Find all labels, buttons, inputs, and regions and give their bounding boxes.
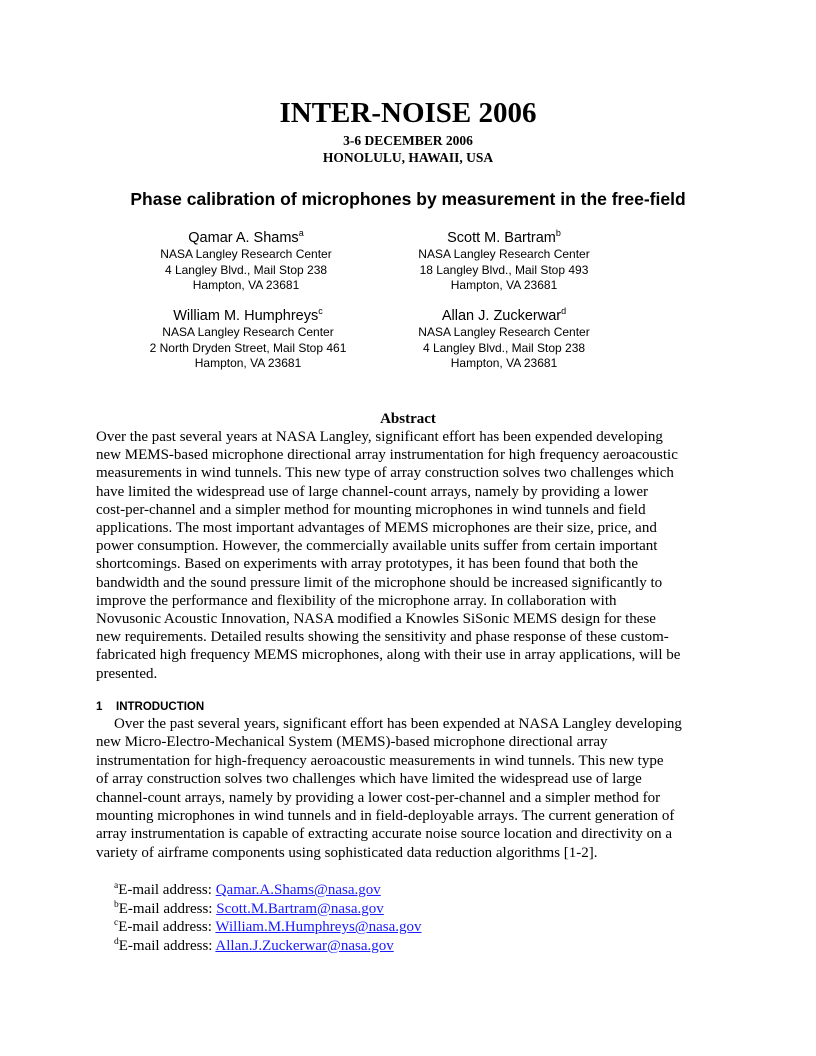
author-block [374, 229, 634, 294]
footnote-mark: d [114, 936, 119, 947]
author-affiliation-line: Hampton, VA 23681 [450, 356, 558, 370]
introduction-line: variety of airframe components using sophisticated data reduction algorithms [1-2]. [96, 844, 598, 861]
author-mark: c [318, 306, 323, 317]
footnotes [114, 881, 422, 955]
abstract-line: power consumption. However, the commercially available units suffer from certain important [96, 538, 658, 555]
footnote-mark: c [114, 918, 119, 929]
introduction-line: channel-count arrays, namely by providing a lower cost-per-channel and a simpler method for [96, 789, 661, 806]
author-name: Allan J. Zuckerwar$^d$ [441, 306, 567, 324]
introduction-body [96, 715, 736, 862]
abstract-line: new MEMS-based microphone directional array instrumentation for high frequency aeroacoustic [96, 447, 678, 464]
author-mark: b [555, 228, 561, 239]
footnote-mark: a [114, 881, 119, 891]
abstract-line: new requirements. Detailed results showing the sensitivity and phase response of these custom- [96, 629, 669, 646]
footnote [114, 918, 422, 937]
abstract-heading: Abstract [380, 411, 436, 427]
conference-location: HONOLULU, HAWAII, USA [322, 150, 494, 165]
author-block [116, 229, 376, 294]
introduction-line: of array construction solves two challenges which have limited the widespread use of large [96, 771, 642, 788]
abstract-line: applications. The most important advantages of MEMS microphones are their size, price, and [96, 520, 657, 537]
introduction-line: new Micro-Electro-Mechanical System (MEMS)-based microphone directional array [96, 734, 608, 751]
author-name: Scott M. Bartram$^b$ [447, 228, 561, 246]
footnote-label: E-mail address: [118, 937, 216, 954]
abstract-line: Novusonic Acoustic Innovation, NASA modified a Knowles SiSonic MEMS design for these [96, 611, 656, 628]
author-affiliation-line: 18 Langley Blvd., Mail Stop 493 [419, 262, 589, 277]
abstract-line: fabricated high frequency MEMS microphones, along with their use in array applications, will be [96, 647, 681, 664]
abstract-line: presented. [96, 665, 158, 682]
introduction-line: Over the past several years, significant effort has been expended at NASA Langley developing [114, 716, 682, 732]
section-number: 1 [96, 701, 103, 713]
author-block [374, 307, 634, 372]
author-affiliation-line: NASA Langley Research Center [162, 325, 334, 339]
author-affiliation-line: NASA Langley Research Center [418, 325, 590, 339]
author-block [118, 307, 378, 372]
section-heading-introduction [96, 700, 204, 714]
author-affiliation-line: Hampton, VA 23681 [192, 278, 300, 292]
email-link[interactable]: Scott.M.Bartram@nasa.gov [216, 900, 384, 917]
abstract-line: cost-per-channel and a simpler method for mounting microphones in wind tunnels and field [96, 501, 646, 518]
abstract-line: bandwidth and the sound pressure limit of the microphone should be increased significantly to [96, 574, 663, 591]
abstract-line: Over the past several years at NASA Langley, significant effort has been expended developing [96, 429, 663, 445]
abstract-body [96, 428, 736, 683]
author-affiliation-line: NASA Langley Research Center [418, 247, 590, 261]
author-name: William M. Humphreys$^c$ [173, 306, 323, 324]
introduction-line: array instrumentation is capable of extracting accurate noise source location and directivity on a [96, 826, 673, 843]
author-affiliation-line: 4 Langley Blvd., Mail Stop 238 [422, 340, 586, 355]
author-affiliation-line: Hampton, VA 23681 [194, 356, 302, 370]
paper-title: Phase calibration of microphones by measurement in the free-field [130, 189, 686, 209]
footnote-label: E-mail address: [118, 919, 216, 936]
abstract-line: have limited the widespread use of large channel-count arrays, namely by providing a lower [96, 483, 649, 500]
footnote-label: E-mail address: [118, 900, 217, 917]
footnote-mark: b [114, 899, 119, 910]
email-link[interactable]: Qamar.A.Shams@nasa.gov [215, 882, 381, 898]
email-link[interactable]: William.M.Humphreys@nasa.gov [215, 919, 422, 936]
footnote-label: E-mail address: [118, 882, 216, 898]
footnote [114, 881, 422, 900]
abstract-line: measurements in wind tunnels. This new type of array construction solves two challenges which [96, 465, 674, 482]
email-link[interactable]: Allan.J.Zuckerwar@nasa.gov [215, 937, 394, 954]
introduction-line: mounting microphones in wind tunnels and in field-deployable arrays. The current generation of [96, 808, 675, 825]
conference-title: INTER-NOISE 2006 [279, 97, 537, 129]
author-mark: d [561, 306, 567, 317]
footnote [114, 937, 422, 956]
author-affiliation-line: Hampton, VA 23681 [450, 278, 558, 292]
abstract-line: improve the performance and flexibility of the microphone array. In collaboration with [96, 592, 617, 609]
author-affiliation-line: 2 North Dryden Street, Mail Stop 461 [149, 340, 347, 355]
conference-dates: 3-6 DECEMBER 2006 [343, 133, 473, 148]
author-name: Qamar A. Shams$^a$ [188, 228, 304, 246]
author-affiliation-line: NASA Langley Research Center [160, 247, 332, 261]
abstract-line: shortcomings. Based on experiments with array prototypes, it has been found that both the [96, 556, 638, 573]
author-mark: a [298, 228, 304, 239]
footnote [114, 900, 422, 919]
author-affiliation-line: 4 Langley Blvd., Mail Stop 238 [164, 262, 328, 277]
section-title: INTRODUCTION [116, 701, 205, 713]
introduction-line: instrumentation for high-frequency aeroacoustic measurements in wind tunnels. This new type [96, 752, 664, 769]
